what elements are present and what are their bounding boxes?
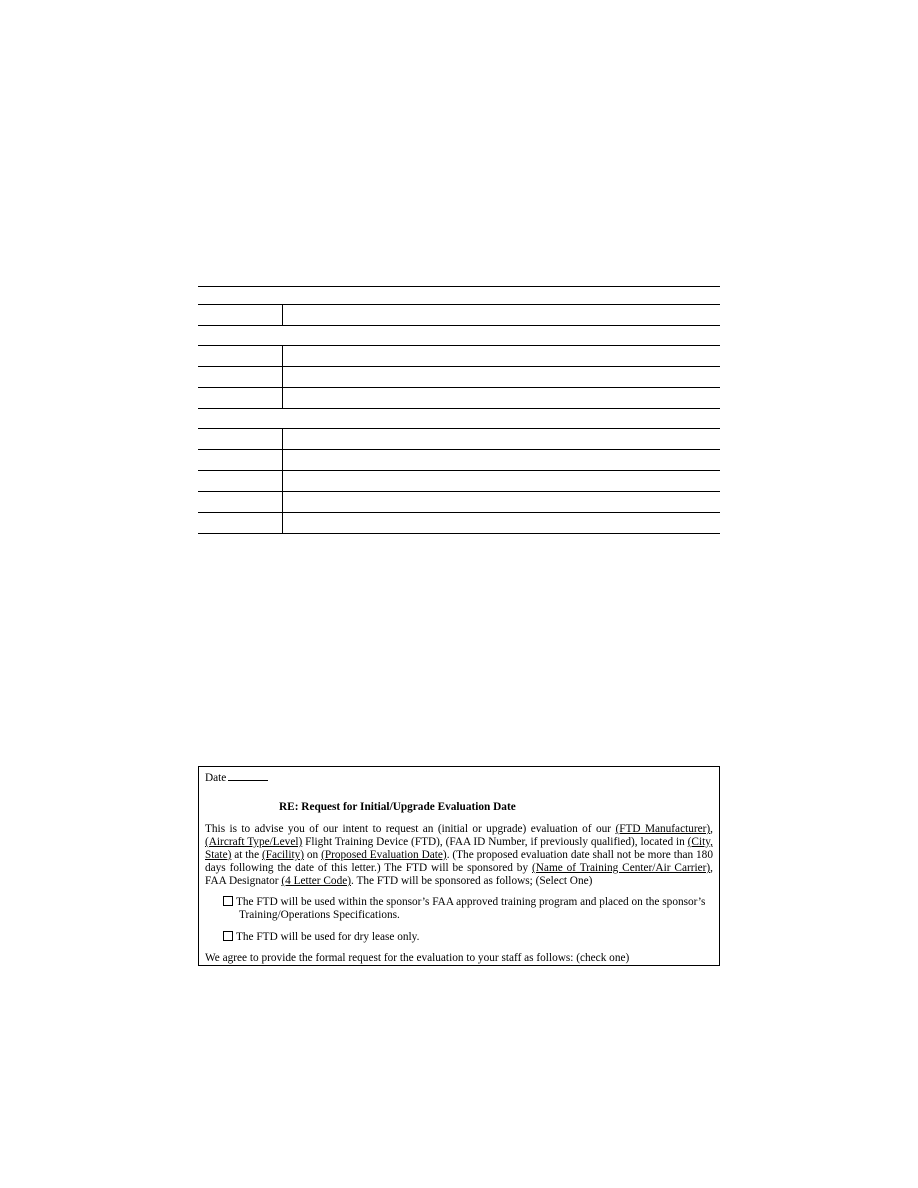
table-row — [198, 513, 720, 534]
placeholder-field: (4 Letter Code) — [281, 875, 351, 887]
placeholder-field: (Aircraft Type/Level) — [205, 836, 303, 848]
table-row — [198, 367, 720, 388]
table-cell-right — [283, 513, 720, 533]
table-cell-left — [198, 346, 283, 366]
agree-line: We agree to provide the formal request for the evaluation to your staff as follows: (check one) — [205, 952, 630, 964]
table-cell-right — [283, 367, 720, 387]
date-blank[interactable] — [228, 770, 268, 781]
paragraph-text: on — [304, 849, 322, 861]
table-row — [198, 287, 720, 305]
paragraph-text: , FAA Designator — [205, 862, 713, 887]
table-row — [198, 471, 720, 492]
table-cell-right — [283, 388, 720, 408]
intro-paragraph — [205, 823, 713, 888]
placeholder-field: (Facility) — [261, 849, 305, 861]
table-cell-left — [198, 450, 283, 470]
placeholder-field: (Name of Training Center/Air Carrier) — [532, 862, 711, 874]
table-row — [198, 305, 720, 326]
paragraph-text: This is to advise you of our intent to request an (initial or upgrade) evaluation of our — [205, 823, 616, 835]
blank-table — [198, 286, 720, 534]
table-cell-left — [198, 492, 283, 512]
date-line — [205, 770, 268, 785]
table-cell-right — [283, 450, 720, 470]
paragraph-text: . (The proposed evaluation date shall not be more than 180 days following the date of this letter.) The FTD will be sponsored by — [205, 849, 713, 874]
paragraph-text: . The FTD will be sponsored as follows; (Select One) — [351, 875, 593, 887]
table-cell-left — [198, 388, 283, 408]
table-cell-right — [283, 429, 720, 449]
checkbox-training-program[interactable] — [223, 896, 233, 906]
placeholder-field: (City, State) — [205, 836, 713, 861]
table-row — [198, 409, 720, 429]
paragraph-text: Flight Training Device (FTD), (FAA ID Number, if previously qualified), located in — [302, 836, 688, 848]
option-training-program — [223, 896, 711, 922]
option-training-program-line1: The FTD will be used within the sponsor’s FAA approved training program and placed on the sponsor’s — [236, 896, 706, 908]
date-label: Date — [205, 772, 227, 784]
table-cell-left — [198, 429, 283, 449]
checkbox-dry-lease[interactable] — [223, 931, 233, 941]
option-training-program-line2: Training/Operations Specifications. — [239, 909, 400, 921]
table-row — [198, 388, 720, 409]
paragraph-text: , — [710, 823, 713, 835]
table-row — [198, 346, 720, 367]
table-cell-left — [198, 305, 283, 325]
letter-template-box — [198, 766, 720, 966]
table-cell-left — [198, 367, 283, 387]
table-cell-right — [283, 471, 720, 491]
table-row — [198, 492, 720, 513]
option-dry-lease-label: The FTD will be used for dry lease only. — [236, 931, 420, 943]
table-row — [198, 429, 720, 450]
table-row — [198, 326, 720, 346]
placeholder-field: (FTD Manufacturer) — [615, 823, 711, 835]
table-cell-left — [198, 471, 283, 491]
option-dry-lease — [223, 931, 711, 944]
table-row — [198, 450, 720, 471]
placeholder-field: (Proposed Evaluation Date) — [321, 849, 447, 861]
table-cell-left — [198, 513, 283, 533]
table-cell-right — [283, 346, 720, 366]
paragraph-text: at the — [231, 849, 262, 861]
table-cell-right — [283, 305, 720, 325]
table-cell-right — [283, 492, 720, 512]
re-heading: RE: Request for Initial/Upgrade Evaluation Date — [279, 801, 516, 813]
